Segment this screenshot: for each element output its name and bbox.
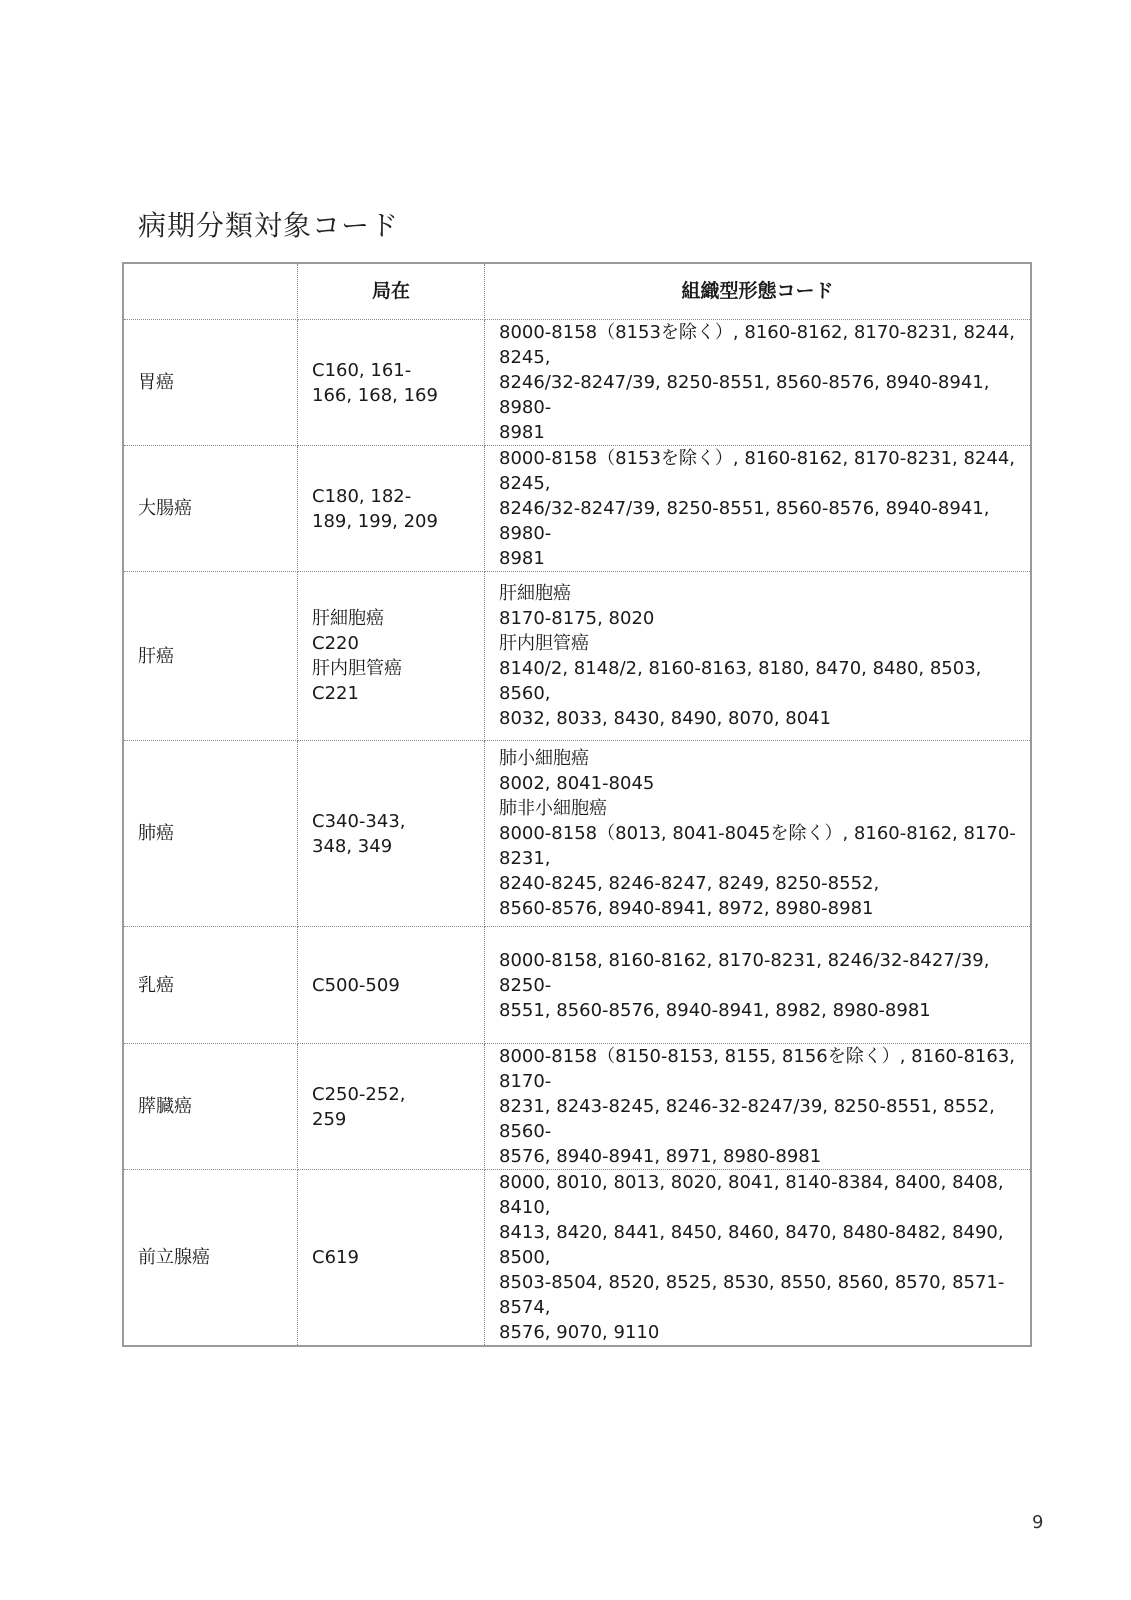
header-site bbox=[123, 263, 298, 320]
location-cell: C180, 182- 189, 199, 209 bbox=[298, 446, 485, 572]
table-row bbox=[123, 927, 1031, 1044]
table-row bbox=[123, 741, 1031, 927]
histology-cell: 8000-8158（8153を除く）, 8160-8162, 8170-8231, 8244, 8245, 8246/32-8247/39, 8250-8551, 8560-8576, 8940-8941, 8980- 8981 bbox=[485, 320, 1032, 446]
header-histology: 組織型形態コード bbox=[485, 263, 1032, 320]
histology-cell: 肝細胞癌 8170-8175, 8020 肝内胆管癌 8140/2, 8148/2, 8160-8163, 8180, 8470, 8480, 8503, 8560, 8032, 8033, 8430, 8490, 8070, 8041 bbox=[485, 572, 1032, 741]
table-row bbox=[123, 1044, 1031, 1170]
histology-cell: 8000-8158（8150-8153, 8155, 8156を除く）, 8160-8163, 8170- 8231, 8243-8245, 8246-32-8247/39, 8250-8551, 8552, 8560- 8576, 8940-8941, 8971, 8980-8981 bbox=[485, 1044, 1032, 1170]
histology-cell: 肺小細胞癌 8002, 8041-8045 肺非小細胞癌 8000-8158（8013, 8041-8045を除く）, 8160-8162, 8170-8231, 8240-8245, 8246-8247, 8249, 8250-8552, 8560-8576, 8940-8941, 8972, 8980-8981 bbox=[485, 741, 1032, 927]
site-cell: 胃癌 bbox=[123, 320, 298, 446]
histology-cell: 8000, 8010, 8013, 8020, 8041, 8140-8384, 8400, 8408, 8410, 8413, 8420, 8441, 8450, 8460, 8470, 8480-8482, 8490, 8500, 8503-8504, 8520, 8525, 8530, 8550, 8560, 8570, 8571-8574, 8576, 9070, 9110 bbox=[499, 1172, 1005, 1343]
site-cell: 肝癌 bbox=[123, 572, 298, 741]
histology-cell: 8000-8158（8153を除く）, 8160-8162, 8170-8231, 8244, 8245, 8246/32-8247/39, 8250-8551, 8560-8576, 8940-8941, 8980- 8981 bbox=[485, 446, 1032, 572]
site-cell: 前立腺癌 bbox=[123, 1170, 298, 1347]
page-number: 9 bbox=[1032, 1512, 1044, 1533]
table-row bbox=[123, 320, 1031, 446]
page-title: 病期分類対象コード bbox=[138, 209, 400, 242]
location-cell: C619 bbox=[298, 1170, 485, 1347]
table-row bbox=[123, 1170, 1031, 1347]
site-cell: 大腸癌 bbox=[123, 446, 298, 572]
table-row bbox=[123, 446, 1031, 572]
location-cell: C160, 161- 166, 168, 169 bbox=[298, 320, 485, 446]
location-cell: C250-252, 259 bbox=[298, 1044, 485, 1170]
site-cell: 膵臓癌 bbox=[123, 1044, 298, 1170]
table-header-row bbox=[123, 263, 1031, 320]
histology-cell: 8000-8158, 8160-8162, 8170-8231, 8246/32-8427/39, 8250- 8551, 8560-8576, 8940-8941, 8982, 8980-8981 bbox=[485, 927, 1032, 1044]
table-row bbox=[123, 572, 1031, 741]
location-cell: C500-509 bbox=[298, 927, 485, 1044]
site-cell: 肺癌 bbox=[123, 741, 298, 927]
location-cell: C340-343, 348, 349 bbox=[298, 741, 485, 927]
site-cell: 乳癌 bbox=[123, 927, 298, 1044]
location-cell: 肝細胞癌 C220 肝内胆管癌 C221 bbox=[298, 572, 485, 741]
header-location: 局在 bbox=[298, 263, 485, 320]
staging-code-table bbox=[122, 262, 1032, 1347]
